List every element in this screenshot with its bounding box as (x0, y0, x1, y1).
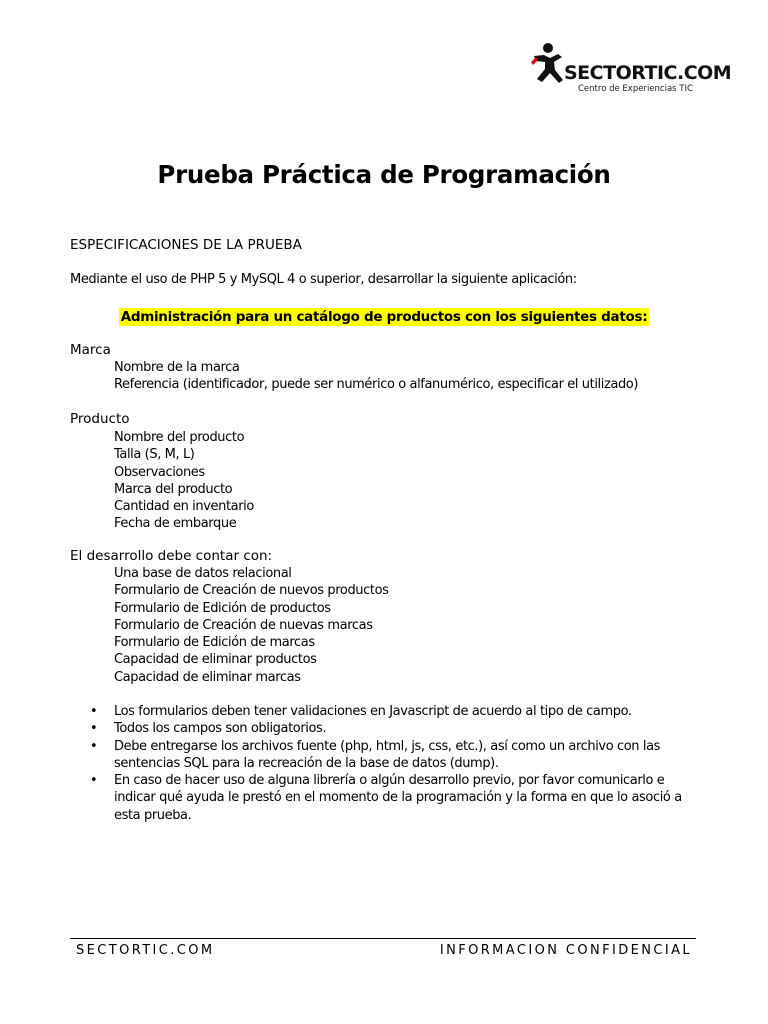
bullet-icon: • (90, 704, 98, 719)
bullet-icon: • (90, 773, 98, 789)
list-item: Formulario de Edición de productos (114, 600, 331, 616)
specifications-heading: ESPECIFICACIONES DE LA PRUEBA (70, 237, 302, 253)
list-item: Formulario de Creación de nuevos productos (114, 583, 389, 599)
list-item: Cantidad en inventario (114, 499, 254, 515)
footer-confidential-notice: INFORMACION CONFIDENCIAL (439, 943, 692, 958)
footer-divider (70, 938, 696, 939)
list-item: Formulario de Creación de nuevas marcas (114, 617, 373, 633)
footer-site-name: SECTORTIC.COM (76, 943, 215, 958)
producto-fields-list (114, 429, 254, 533)
bullet-item (86, 772, 686, 824)
bullet-text: Debe entregarse los archivos fuente (php, html, js, css, etc.), así como un archivo con las sentencias SQL para la recreación de la base de datos (dump). (114, 738, 661, 771)
highlight-line (0, 306, 768, 326)
list-item: Marca del producto (114, 481, 233, 497)
sectortic-logo (526, 38, 732, 100)
intro-paragraph: Mediante el uso de PHP 5 y MySQL 4 o superior, desarrollar la siguiente aplicación: (70, 272, 577, 287)
list-item: Referencia (identificador, puede ser numérico o alfanumérico, especificar el utilizado) (114, 377, 639, 393)
bullet-icon: • (90, 738, 98, 754)
list-item: Fecha de embarque (114, 516, 237, 532)
marca-section-title: Marca (70, 342, 111, 358)
producto-section-title: Producto (70, 411, 130, 427)
list-item: Capacidad de eliminar productos (114, 652, 317, 668)
logo-wordmark: SECTORTIC.COM (564, 62, 732, 84)
running-figure-icon (528, 42, 568, 86)
desarrollo-section-title: El desarrollo debe contar con: (70, 548, 273, 564)
list-item: Nombre del producto (114, 430, 245, 445)
logo-tagline: Centro de Experiencias TIC (578, 84, 693, 94)
bullet-icon: • (90, 721, 98, 737)
bullet-item (86, 738, 686, 773)
list-item: Una base de datos relacional (114, 566, 292, 581)
marca-fields-list (114, 359, 638, 394)
list-item: Nombre de la marca (114, 360, 240, 375)
desarrollo-requirements-list (114, 565, 389, 686)
bullet-text: En caso de hacer uso de alguna librería o algún desarrollo previo, por favor comunicarlo e indicar qué ayuda le prestó en el momento de la programación y la forma en que lo asoció a esta prueba. (114, 773, 682, 823)
list-item: Formulario de Edición de marcas (114, 635, 315, 651)
list-item: Capacidad de eliminar marcas (114, 669, 301, 685)
list-item: Talla (S, M, L) (114, 447, 195, 463)
bullet-text: Los formularios deben tener validaciones en Javascript de acuerdo al tipo de campo. (114, 704, 632, 719)
document-title: Prueba Práctica de Programación (157, 160, 611, 189)
bullet-text: Todos los campos son obligatorios. (114, 721, 327, 737)
requirements-bullet-list (86, 703, 686, 824)
highlighted-statement: Administración para un catálogo de productos con los siguientes datos: (120, 309, 648, 325)
bullet-item (86, 720, 686, 737)
list-item: Observaciones (114, 464, 205, 480)
bullet-item (86, 703, 686, 720)
